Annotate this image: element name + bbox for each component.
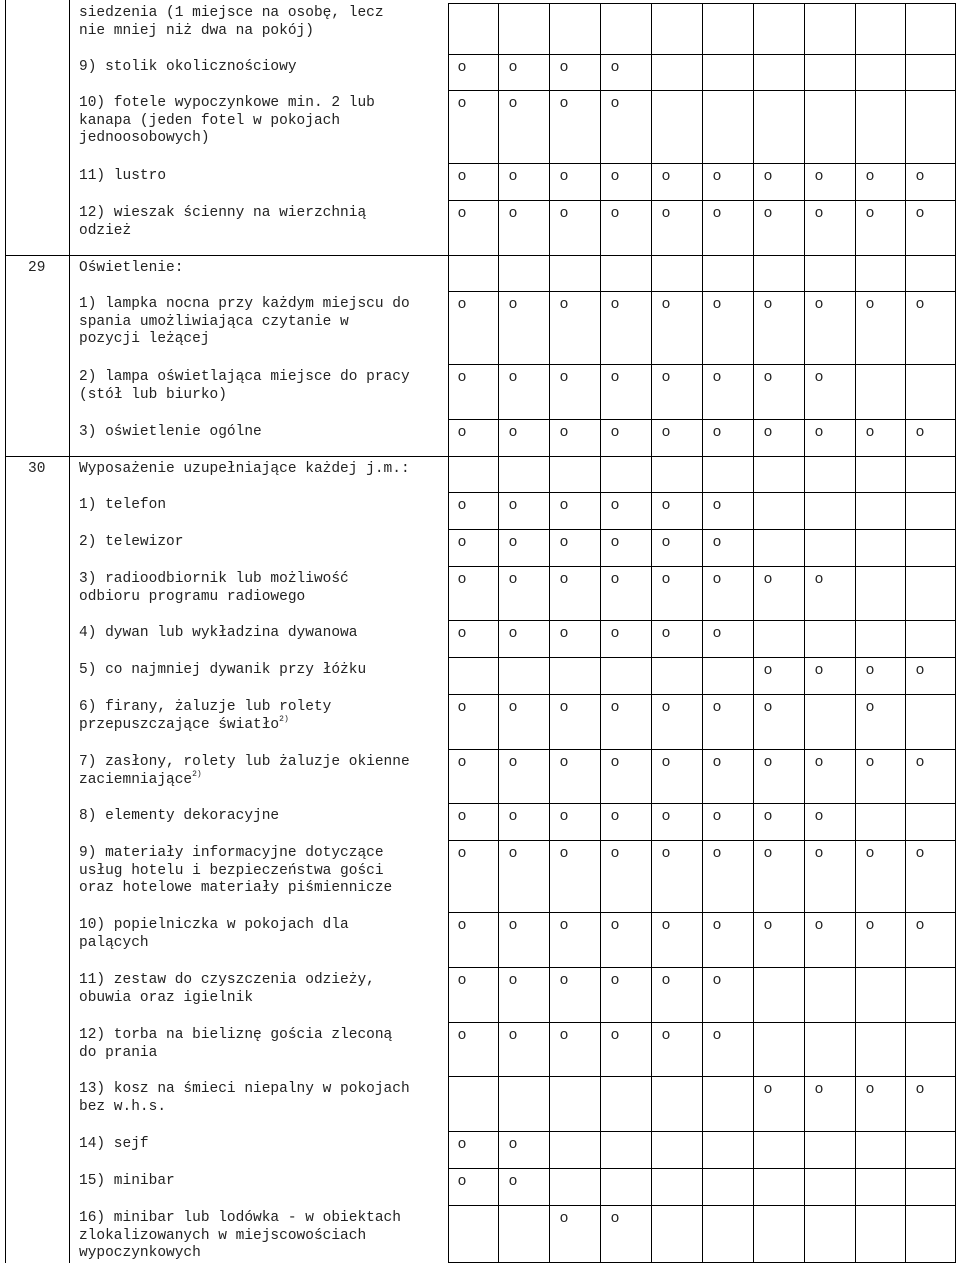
requirement-mark-icon: o <box>661 625 671 642</box>
requirement-mark-icon: o <box>661 699 671 716</box>
requirement-mark-icon: o <box>814 1081 824 1098</box>
requirement-mark-icon: o <box>661 296 671 313</box>
requirement-mark-icon: o <box>814 808 824 825</box>
row-label-line: 15) minibar <box>79 1173 175 1189</box>
requirement-mark-icon: o <box>865 424 875 441</box>
requirement-mark-icon: o <box>508 571 518 588</box>
row-label-line: 10) fotele wypoczynkowe min. 2 lub <box>79 95 375 111</box>
requirement-mark-icon: o <box>559 754 569 771</box>
requirement-mark-icon: o <box>559 534 569 551</box>
requirement-mark-icon: o <box>559 972 569 989</box>
row-label-line: 14) sejf <box>79 1136 149 1152</box>
grid-row-line <box>448 803 956 804</box>
requirement-mark-icon: o <box>865 699 875 716</box>
requirement-mark-icon: o <box>763 1081 773 1098</box>
requirement-mark-icon: o <box>610 497 620 514</box>
requirement-mark-icon: o <box>508 296 518 313</box>
requirement-mark-icon: o <box>457 1136 467 1153</box>
requirement-mark-icon: o <box>915 754 925 771</box>
row-label-line: 1) telefon <box>79 497 167 513</box>
requirement-mark-icon: o <box>610 296 620 313</box>
grid-row-line <box>448 1131 956 1132</box>
requirement-mark-icon: o <box>508 699 518 716</box>
requirement-mark-icon: o <box>508 1027 518 1044</box>
requirement-mark-icon: o <box>559 917 569 934</box>
requirement-mark-icon: o <box>508 95 518 112</box>
requirement-mark-icon: o <box>661 534 671 551</box>
requirement-mark-icon: o <box>865 205 875 222</box>
requirement-mark-icon: o <box>915 205 925 222</box>
grid-column-line <box>448 3 449 1262</box>
requirement-mark-icon: o <box>508 497 518 514</box>
grid-column-line <box>955 3 956 1262</box>
requirement-mark-icon: o <box>712 699 722 716</box>
requirement-mark-icon: o <box>763 808 773 825</box>
requirement-mark-icon: o <box>610 699 620 716</box>
requirement-mark-icon: o <box>610 369 620 386</box>
grid-row-line <box>448 163 956 164</box>
requirement-mark-icon: o <box>865 917 875 934</box>
requirement-mark-icon: o <box>559 296 569 313</box>
requirement-mark-icon: o <box>508 972 518 989</box>
requirement-mark-icon: o <box>712 917 722 934</box>
requirement-mark-icon: o <box>508 808 518 825</box>
requirement-mark-icon: o <box>610 808 620 825</box>
row-label-line: 16) minibar lub lodówka - w obiektach <box>79 1210 401 1226</box>
row-label-line: 12) torba na bieliznę gościa zleconą <box>79 1027 393 1043</box>
requirement-mark-icon: o <box>763 369 773 386</box>
requirement-mark-icon: o <box>712 972 722 989</box>
requirement-mark-icon: o <box>559 497 569 514</box>
row-label-line: (stół lub biurko) <box>79 386 227 403</box>
requirement-mark-icon: o <box>457 59 467 76</box>
grid-row-line <box>448 492 956 493</box>
row-label-line: 2) telewizor <box>79 534 184 550</box>
grid-row-line <box>448 749 956 750</box>
requirement-mark-icon: o <box>610 534 620 551</box>
requirement-mark-icon: o <box>559 699 569 716</box>
requirement-mark-icon: o <box>712 497 722 514</box>
requirement-mark-icon: o <box>814 754 824 771</box>
number-column-divider <box>69 0 70 1263</box>
row-label-line: pozycji leżącej <box>79 331 210 347</box>
row-label-line: obuwia oraz igielnik <box>79 989 254 1006</box>
grid-row-line <box>448 90 956 91</box>
grid-row-line <box>448 456 956 457</box>
requirement-mark-icon: o <box>712 205 722 222</box>
requirement-mark-icon: o <box>559 1027 569 1044</box>
requirement-mark-icon: o <box>457 972 467 989</box>
row-label-line: 1) lampka nocna przy każdym miejscu do <box>79 296 410 312</box>
requirement-mark-icon: o <box>559 205 569 222</box>
requirement-mark-icon: o <box>712 369 722 386</box>
requirement-mark-icon: o <box>457 571 467 588</box>
requirement-mark-icon: o <box>610 625 620 642</box>
grid-column-line <box>905 3 906 1262</box>
row-label-line: 3) oświetlenie ogólne <box>79 424 262 440</box>
grid-row-line <box>448 291 956 292</box>
requirement-mark-icon: o <box>865 662 875 679</box>
grid-column-line <box>855 3 856 1262</box>
row-label-line: oraz hotelowe materiały piśmiennicze <box>79 880 393 896</box>
requirement-mark-icon: o <box>814 205 824 222</box>
row-label-line: odzież <box>79 222 132 239</box>
requirement-mark-icon: o <box>763 699 773 716</box>
requirement-mark-icon: o <box>915 296 925 313</box>
requirement-mark-icon: o <box>559 1210 569 1227</box>
requirement-mark-icon: o <box>559 625 569 642</box>
grid-row-line <box>448 1205 956 1206</box>
requirement-mark-icon: o <box>610 95 620 112</box>
row-label-line: jednoosobowych) <box>79 130 210 146</box>
grid-row-line <box>448 657 956 658</box>
requirement-mark-icon: o <box>559 59 569 76</box>
requirement-mark-icon: o <box>712 534 722 551</box>
requirement-mark-icon: o <box>814 296 824 313</box>
requirement-mark-icon: o <box>610 205 620 222</box>
row-label-line: nie mniej niż dwa na pokój) <box>79 22 314 39</box>
grid-row-line <box>448 364 956 365</box>
requirement-mark-icon: o <box>508 625 518 642</box>
requirement-mark-icon: o <box>661 497 671 514</box>
row-label-line: 11) lustro <box>79 168 167 184</box>
row-label-line: 9) stolik okolicznościowy <box>79 59 297 75</box>
requirement-mark-icon: o <box>508 1173 518 1190</box>
row-label-line: do prania <box>79 1044 158 1061</box>
requirement-mark-icon: o <box>661 168 671 185</box>
requirement-mark-icon: o <box>559 845 569 862</box>
requirement-mark-icon: o <box>661 205 671 222</box>
requirement-mark-icon: o <box>610 754 620 771</box>
requirement-mark-icon: o <box>865 845 875 862</box>
row-label-line: 7) zasłony, rolety lub żaluzje okienne <box>79 754 410 770</box>
row-label-line: Oświetlenie: <box>79 260 184 276</box>
requirement-mark-icon: o <box>661 1027 671 1044</box>
requirement-mark-icon: o <box>865 1081 875 1098</box>
row-label-line: 5) co najmniej dywanik przy łóżku <box>79 662 367 678</box>
requirement-mark-icon: o <box>661 571 671 588</box>
requirement-mark-icon: o <box>814 369 824 386</box>
row-label-line: 2) lampa oświetlająca miejsce do pracy <box>79 369 410 385</box>
requirement-mark-icon: o <box>559 95 569 112</box>
requirement-mark-icon: o <box>763 662 773 679</box>
grid-column-line <box>702 3 703 1262</box>
requirement-mark-icon: o <box>508 424 518 441</box>
requirement-mark-icon: o <box>763 424 773 441</box>
grid-row-line <box>448 1076 956 1077</box>
section-number: 29 <box>28 260 46 276</box>
row-label-line: 6) firany, żaluzje lub rolety <box>79 699 332 715</box>
row-label-line: zaciemniające$^{2)}$ <box>79 769 202 788</box>
footnote-reference: 2) <box>279 714 289 724</box>
row-label-line: przepuszczające światło$^{2)}$ <box>79 714 289 733</box>
grid-row-line <box>448 3 956 4</box>
row-label-line: spania umożliwiająca czytanie w <box>79 313 349 330</box>
grid-row-line <box>448 566 956 567</box>
requirement-mark-icon: o <box>559 808 569 825</box>
grid-row-line <box>448 1022 956 1023</box>
requirement-mark-icon: o <box>712 1027 722 1044</box>
grid-column-line <box>651 3 652 1262</box>
row-label-line: 3) radioodbiornik lub możliwość <box>79 571 349 587</box>
requirement-mark-icon: o <box>763 845 773 862</box>
requirement-mark-icon: o <box>661 972 671 989</box>
grid-row-line <box>448 840 956 841</box>
requirement-mark-icon: o <box>814 917 824 934</box>
grid-row-line <box>448 419 956 420</box>
row-label-line: siedzenia (1 miejsce na osobę, lecz <box>79 5 384 21</box>
grid-row-line <box>448 912 956 913</box>
grid-row-line <box>448 200 956 201</box>
requirement-mark-icon: o <box>661 754 671 771</box>
requirement-mark-icon: o <box>712 424 722 441</box>
grid-row-line <box>448 1168 956 1169</box>
requirement-mark-icon: o <box>610 59 620 76</box>
table-border-left <box>5 0 6 1263</box>
requirement-mark-icon: o <box>508 369 518 386</box>
requirement-mark-icon: o <box>712 625 722 642</box>
requirement-mark-icon: o <box>457 296 467 313</box>
requirement-mark-icon: o <box>915 168 925 185</box>
row-label-line: zlokalizowanych w miejscowościach <box>79 1227 367 1244</box>
requirement-mark-icon: o <box>508 168 518 185</box>
grid-row-line <box>448 54 956 55</box>
requirement-mark-icon: o <box>814 571 824 588</box>
row-label-line: 11) zestaw do czyszczenia odzieży, <box>79 972 375 988</box>
requirement-mark-icon: o <box>559 571 569 588</box>
row-label-line: 13) kosz na śmieci niepalny w pokojach <box>79 1081 410 1097</box>
requirement-mark-icon: o <box>559 424 569 441</box>
row-label-line: bez w.h.s. <box>79 1098 167 1115</box>
row-label-line: 12) wieszak ścienny na wierzchnią <box>79 205 367 221</box>
requirement-mark-icon: o <box>814 168 824 185</box>
requirement-mark-icon: o <box>559 369 569 386</box>
requirement-mark-icon: o <box>508 59 518 76</box>
section-divider <box>5 456 448 457</box>
row-label-line: palących <box>79 934 149 951</box>
footnote-reference: 2) <box>192 769 202 779</box>
requirement-mark-icon: o <box>610 1210 620 1227</box>
requirement-mark-icon: o <box>763 571 773 588</box>
requirement-mark-icon: o <box>763 205 773 222</box>
requirement-mark-icon: o <box>457 424 467 441</box>
grid-row-line <box>448 1262 956 1263</box>
row-label-line: 4) dywan lub wykładzina dywanowa <box>79 625 358 641</box>
requirement-mark-icon: o <box>610 168 620 185</box>
requirement-mark-icon: o <box>457 1027 467 1044</box>
requirement-mark-icon: o <box>915 917 925 934</box>
requirement-mark-icon: o <box>661 369 671 386</box>
requirement-mark-icon: o <box>712 808 722 825</box>
requirement-mark-icon: o <box>661 845 671 862</box>
requirement-mark-icon: o <box>712 168 722 185</box>
requirement-mark-icon: o <box>814 845 824 862</box>
requirement-mark-icon: o <box>661 424 671 441</box>
requirement-mark-icon: o <box>457 917 467 934</box>
requirement-mark-icon: o <box>457 845 467 862</box>
requirement-mark-icon: o <box>865 296 875 313</box>
requirement-mark-icon: o <box>457 699 467 716</box>
requirement-mark-icon: o <box>763 917 773 934</box>
row-label-line: usług hotelu i bezpieczeństwa gości <box>79 862 384 879</box>
grid-row-line <box>448 694 956 695</box>
section-number: 30 <box>28 461 46 477</box>
requirement-mark-icon: o <box>457 205 467 222</box>
requirement-mark-icon: o <box>457 534 467 551</box>
requirement-mark-icon: o <box>508 917 518 934</box>
grid-column-line <box>549 3 550 1262</box>
requirement-mark-icon: o <box>457 808 467 825</box>
requirement-mark-icon: o <box>915 662 925 679</box>
requirement-mark-icon: o <box>610 571 620 588</box>
row-label-line: 10) popielniczka w pokojach dla <box>79 917 349 933</box>
requirement-mark-icon: o <box>610 972 620 989</box>
grid-column-line <box>804 3 805 1262</box>
row-label-line: 8) elementy dekoracyjne <box>79 808 280 824</box>
requirement-mark-icon: o <box>763 168 773 185</box>
requirement-mark-icon: o <box>915 845 925 862</box>
requirement-mark-icon: o <box>712 845 722 862</box>
requirement-mark-icon: o <box>610 424 620 441</box>
row-label-line: wypoczynkowych <box>79 1245 201 1261</box>
requirement-mark-icon: o <box>661 808 671 825</box>
requirement-mark-icon: o <box>457 754 467 771</box>
grid-column-line <box>753 3 754 1262</box>
row-label-line: 9) materiały informacyjne dotyczące <box>79 845 384 861</box>
row-label-line: kanapa (jeden fotel w pokojach <box>79 112 341 129</box>
requirement-mark-icon: o <box>712 296 722 313</box>
grid-column-line <box>600 3 601 1262</box>
section-divider <box>5 255 448 256</box>
requirement-mark-icon: o <box>559 168 569 185</box>
requirement-mark-icon: o <box>865 168 875 185</box>
requirement-mark-icon: o <box>814 662 824 679</box>
row-label-line: Wyposażenie uzupełniające każdej j.m.: <box>79 461 410 477</box>
requirement-mark-icon: o <box>457 168 467 185</box>
requirement-mark-icon: o <box>457 369 467 386</box>
requirement-mark-icon: o <box>712 754 722 771</box>
requirement-mark-icon: o <box>457 625 467 642</box>
requirement-mark-icon: o <box>763 296 773 313</box>
grid-row-line <box>448 255 956 256</box>
grid-column-line <box>498 3 499 1262</box>
requirement-mark-icon: o <box>457 497 467 514</box>
requirement-mark-icon: o <box>508 1136 518 1153</box>
requirement-mark-icon: o <box>712 571 722 588</box>
requirement-mark-icon: o <box>915 1081 925 1098</box>
requirement-mark-icon: o <box>610 917 620 934</box>
requirement-mark-icon: o <box>661 917 671 934</box>
requirement-mark-icon: o <box>865 754 875 771</box>
requirement-mark-icon: o <box>610 1027 620 1044</box>
grid-row-line <box>448 967 956 968</box>
requirement-mark-icon: o <box>508 754 518 771</box>
grid-row-line <box>448 620 956 621</box>
requirement-mark-icon: o <box>457 95 467 112</box>
requirement-mark-icon: o <box>915 424 925 441</box>
row-label-line: odbioru programu radiowego <box>79 588 306 605</box>
grid-row-line <box>448 529 956 530</box>
requirement-mark-icon: o <box>508 845 518 862</box>
requirement-mark-icon: o <box>508 205 518 222</box>
requirement-mark-icon: o <box>763 754 773 771</box>
requirement-mark-icon: o <box>457 1173 467 1190</box>
requirement-mark-icon: o <box>508 534 518 551</box>
requirement-mark-icon: o <box>814 424 824 441</box>
requirement-mark-icon: o <box>610 845 620 862</box>
